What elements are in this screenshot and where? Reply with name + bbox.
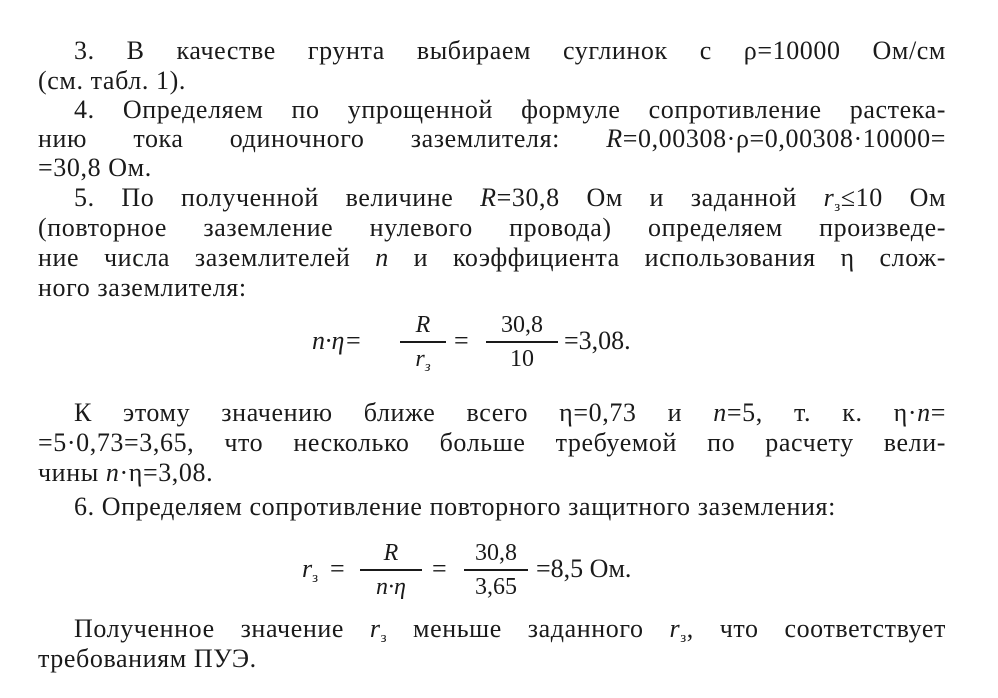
paragraph-5-line-4: ного заземлителя: [38, 273, 247, 302]
numerator: 30,8 [475, 540, 517, 566]
variable-n: n [105, 458, 120, 487]
text-span: ·η=3,08. [119, 458, 214, 487]
text-span: =5, т. к. η· [726, 398, 918, 427]
numerator: 30,8 [501, 312, 543, 338]
text-span: меньше заданного [387, 614, 670, 643]
text-span: ние числа заземлителей [38, 243, 376, 272]
formula-2-fraction-1 [360, 540, 422, 600]
variable-n: n [713, 398, 727, 427]
text-span: =30,8 Ом и заданной [496, 183, 824, 212]
text-span: нию тока одиночного заземлителя: [38, 124, 607, 153]
paragraph-4-line-1: 4. Определяем по упрощенной формуле сопротивление растека- [74, 95, 946, 124]
formula-text: n·η= [312, 326, 362, 355]
conclusion-line-2: требованиям ПУЭ. [38, 644, 257, 673]
numerator: R [415, 312, 431, 338]
variable-R: R [606, 124, 623, 153]
paragraph-5-line-3 [38, 243, 946, 273]
fraction-bar [400, 341, 446, 343]
denominator: 10 [510, 346, 534, 372]
denominator: 3,65 [475, 574, 517, 600]
subscript: з [680, 630, 687, 646]
formula-1-equals: = [454, 326, 469, 355]
subscript: з [834, 199, 841, 215]
denominator: n·η [376, 574, 406, 600]
variable-r: r [302, 554, 313, 583]
variable-r: r [369, 614, 381, 643]
fraction-bar [464, 569, 528, 571]
formula-2-lhs [302, 554, 318, 593]
variable-n: n [375, 243, 389, 272]
text-span: и коэффициента использования η слож- [388, 243, 946, 272]
variable-r: r [415, 346, 425, 372]
denominator [400, 346, 446, 380]
variable-R: R [480, 183, 497, 212]
formula-2-result: =8,5 Ом. [536, 554, 632, 583]
text-span: , что соответствует [686, 614, 946, 643]
paragraph-6-line-1: 6. Определяем сопротивление повторного защитного заземления: [74, 492, 836, 521]
formula-2-equals-1: = [432, 554, 447, 583]
text-span: 5. По полученной величине [74, 183, 481, 212]
paragraph-k-line-3 [38, 458, 213, 488]
text-span: Полученное значение [74, 614, 370, 643]
paragraph-4-line-2 [38, 124, 946, 154]
formula-1-fraction-1 [400, 312, 446, 380]
paragraph-k-line-2: =5·0,73=3,65, что несколько больше требуемой по расчету вели- [38, 428, 946, 457]
text-span: К этому значению ближе всего η=0,73 и [74, 398, 714, 427]
formula-2-equals-0: = [330, 554, 345, 583]
paragraph-4-line-3: =30,8 Ом. [38, 153, 152, 182]
text-span: = [930, 398, 946, 427]
paragraph-k-line-1 [74, 398, 946, 428]
variable-n: n [917, 398, 931, 427]
fraction-bar [360, 569, 422, 571]
fraction-bar [486, 341, 558, 343]
subscript: з [312, 570, 319, 586]
text-span: =0,00308·ρ=0,00308·10000= [622, 124, 946, 153]
paragraph-5-line-2: (повторное заземление нулевого провода) определяем произведе- [38, 213, 946, 242]
subscript: з [424, 359, 431, 375]
formula-2-fraction-2 [464, 540, 528, 600]
formula-1-fraction-2 [486, 312, 558, 372]
numerator: R [383, 540, 399, 566]
formula-1-lhs [312, 326, 362, 356]
variable-r: r [669, 614, 681, 643]
variable-r: r [823, 183, 835, 212]
formula-1-result: =3,08. [564, 326, 631, 355]
text-span: чины [38, 458, 106, 487]
paragraph-3-line-1: 3. В качестве грунта выбираем суглинок с ρ=10000 Ом/см [74, 36, 946, 65]
paragraph-3-line-2: (см. табл. 1). [38, 66, 186, 95]
subscript: з [380, 630, 388, 646]
text-span: ≤10 Ом [840, 183, 946, 212]
